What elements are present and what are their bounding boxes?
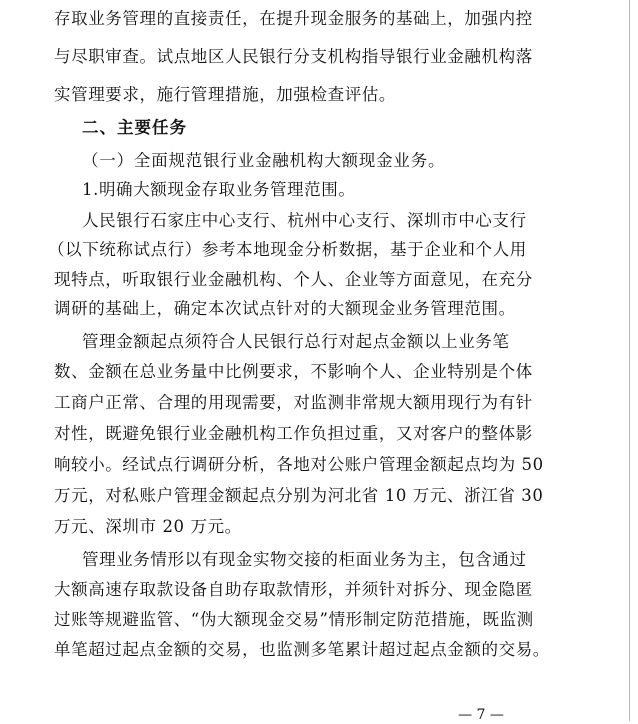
text-line: 万元，对私账户管理金额起点分别为河北省 10 万元、浙江省 30 xyxy=(54,486,544,505)
text-line: 单笔超过起点金额的交易，也监测多笔累计超过起点金额的交易。 xyxy=(54,640,550,659)
text-line: 万元、深圳市 20 万元。 xyxy=(54,517,242,536)
subsection-heading: （一）全面规范银行业金融机构大额现金业务。 xyxy=(82,151,446,170)
text-line: 对性，既避免银行业金融机构工作负担过重，又对客户的整体影 xyxy=(54,424,533,443)
text-line: 工商户正常、合理的用现需要，对监测非常规大额用现行为有针 xyxy=(54,393,533,412)
text-line: 管理金额起点须符合人民银行总行对起点金额以上业务笔 xyxy=(82,332,510,351)
text-line: 数、金额在总业务量中比例要求，不影响个人、企业特别是个体 xyxy=(54,362,533,381)
text-line: 过账等规避监管、“伪大额现金交易”情形制定防范措施，既监测 xyxy=(54,610,534,629)
page-number: — 7 — xyxy=(458,707,504,723)
text-line: （以下统称试点行）参考本地现金分析数据，基于企业和个人用 xyxy=(48,240,527,259)
section-heading: 二、主要任务 xyxy=(82,118,187,137)
text-line: 现特点，听取银行业金融机构、个人、企业等方面意见，在充分 xyxy=(54,270,533,289)
text-line: 大额高速存取款设备自助存取款情形，并须针对拆分、现金隐匿 xyxy=(54,580,533,599)
page-edge-rule xyxy=(629,0,630,721)
text-line: 实管理要求，施行管理措施，加强检查评估。 xyxy=(54,85,396,104)
text-line: 管理业务情形以有现金实物交接的柜面业务为主，包含通过 xyxy=(82,550,527,569)
text-line: 存取业务管理的直接责任，在提升现金服务的基础上，加强内控 xyxy=(54,9,533,28)
text-line: 与尽职审查。试点地区人民银行分支机构指导银行业金融机构落 xyxy=(54,47,533,66)
text-line: 人民银行石家庄中心支行、杭州中心支行、深圳市中心支行 xyxy=(82,211,527,230)
text-line: 调研的基础上，确定本次试点针对的大额现金业务管理范围。 xyxy=(54,299,516,318)
item-heading: 1.明确大额现金存取业务管理范围。 xyxy=(82,180,356,199)
text-line: 响较小。经试点行调研分析，各地对公账户管理金额起点均为 50 xyxy=(54,455,544,474)
